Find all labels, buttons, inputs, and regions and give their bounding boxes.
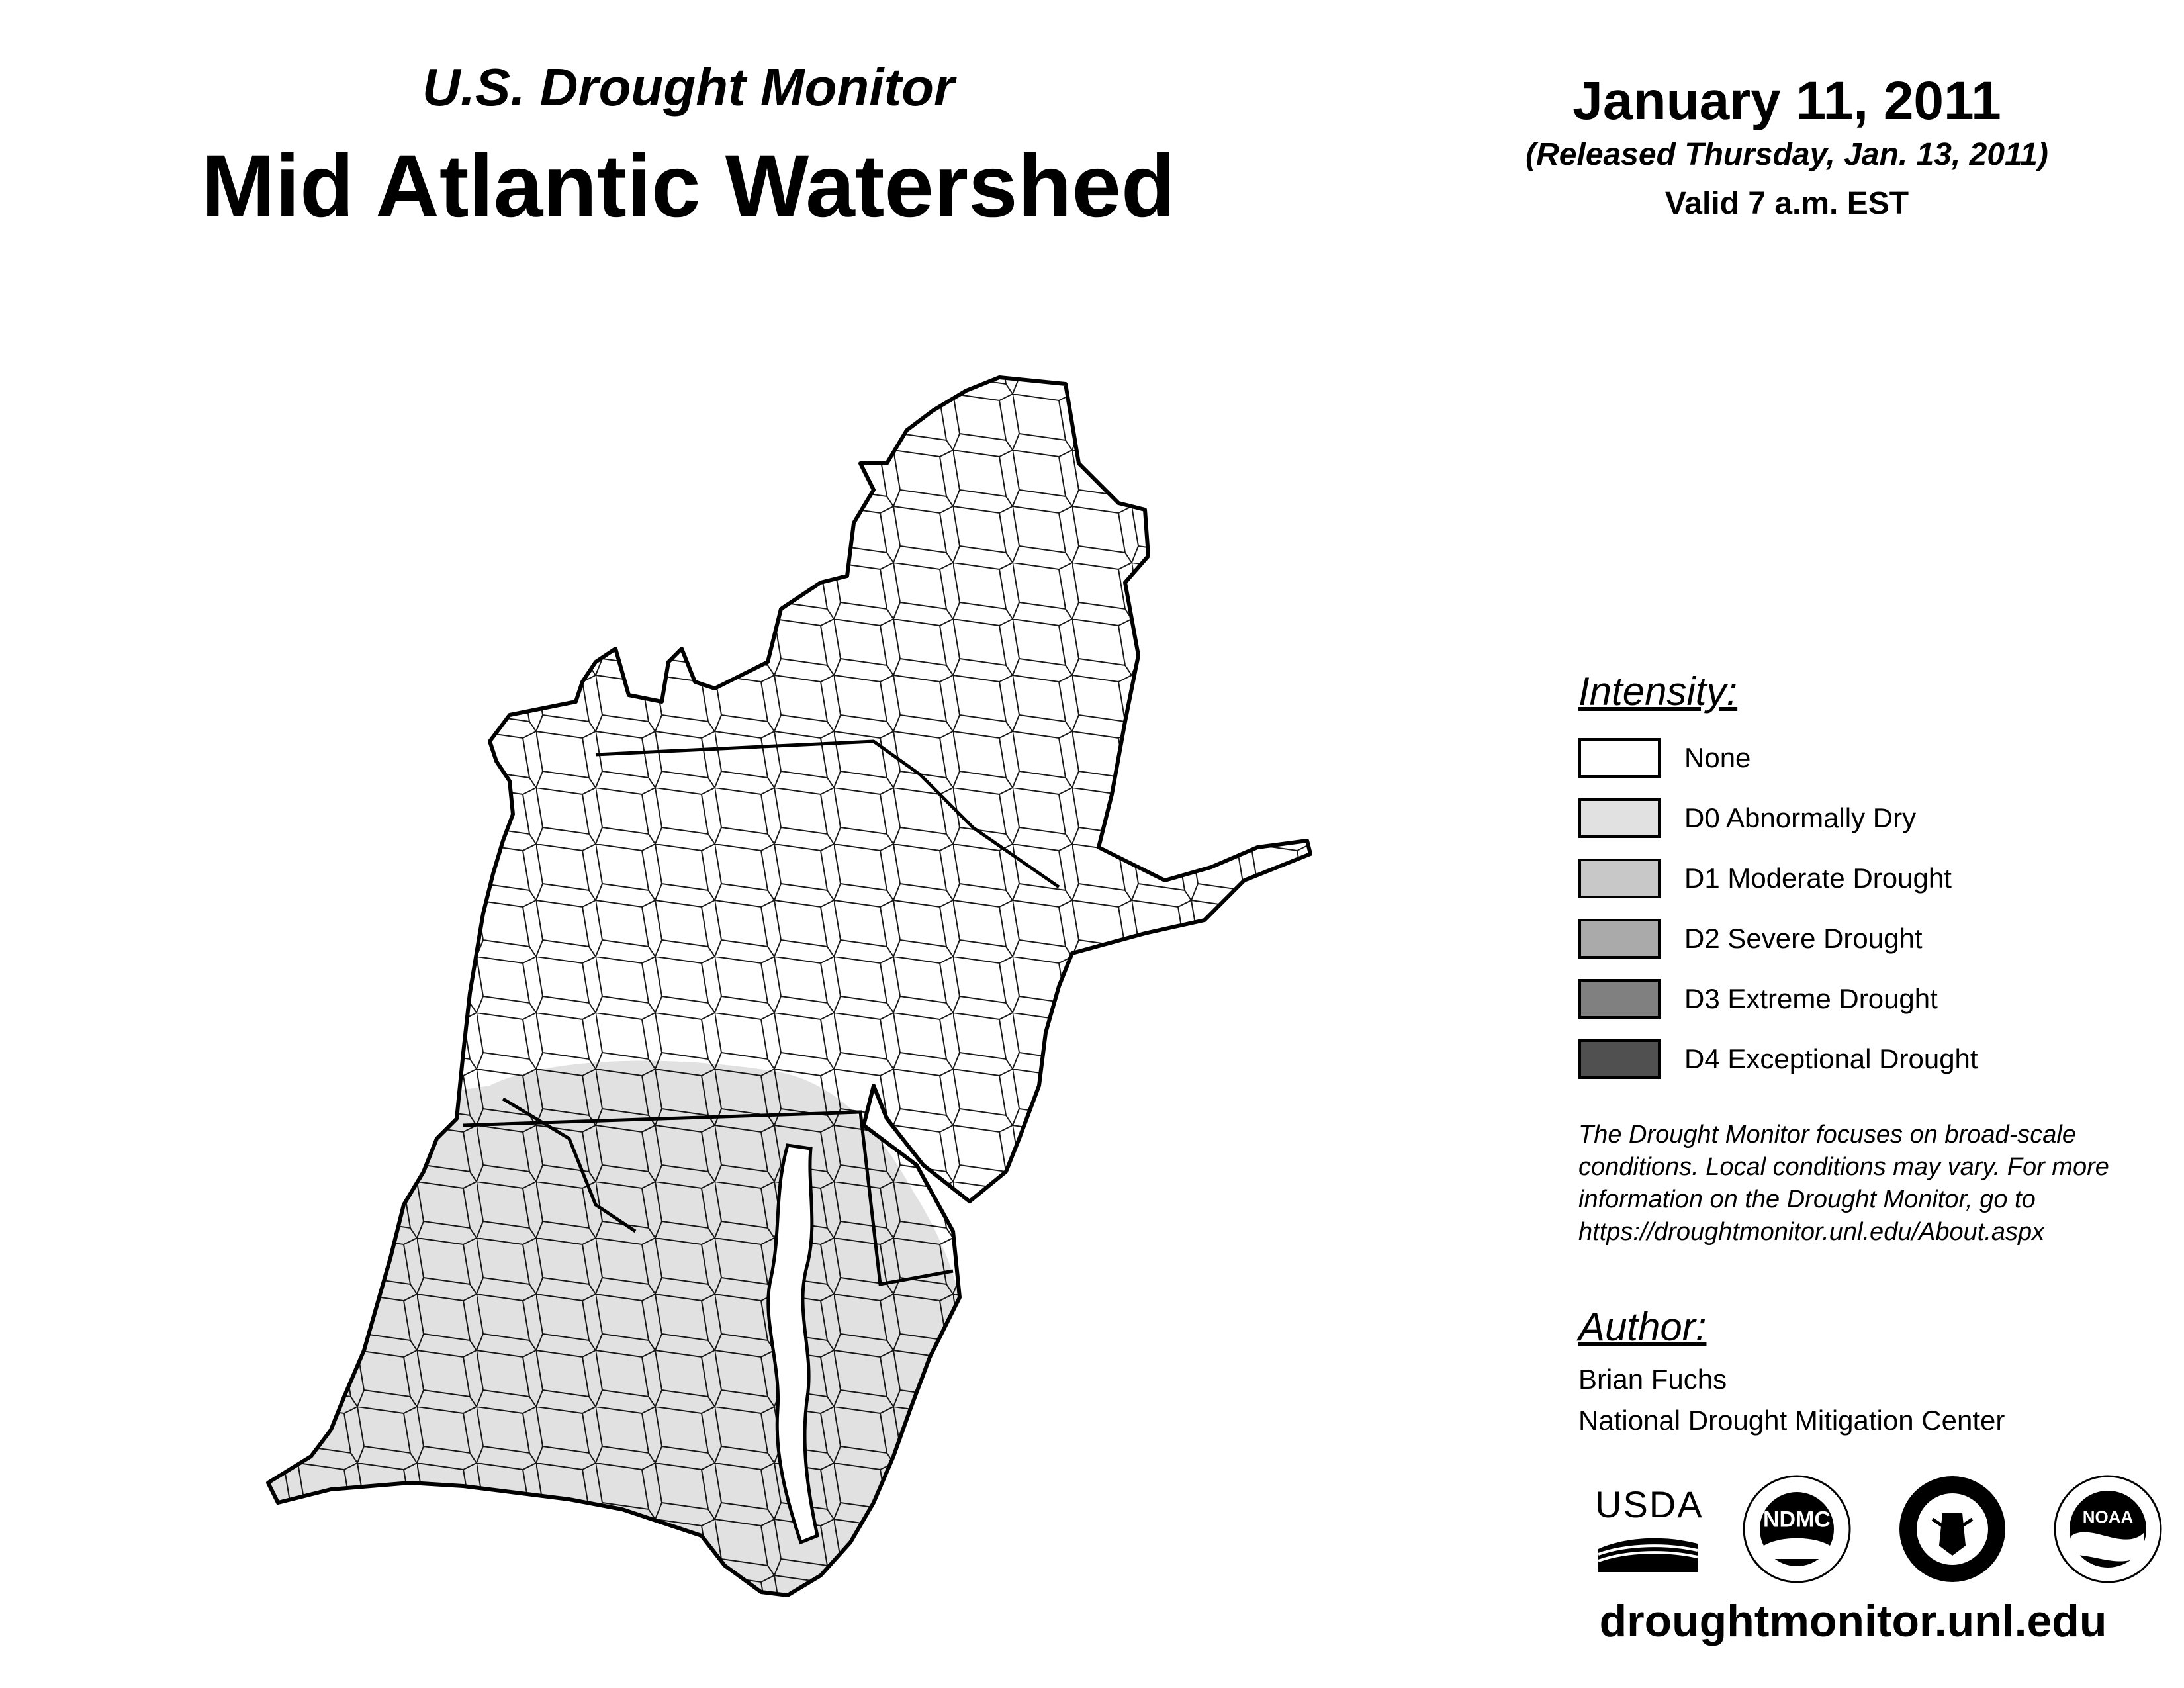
disclaimer-note: The Drought Monitor focuses on broad-scale conditions. Local conditions may vary. For more information on the Drought Monitor, go to https://droughtmonitor.unl.edu/About.aspx — [1578, 1121, 2109, 1246]
ndmc-logo — [1741, 1473, 1853, 1585]
footer-url[interactable]: droughtmonitor.unl.edu — [1599, 1596, 2107, 1646]
legend-item — [1578, 857, 1952, 900]
legend-swatch — [1578, 1039, 1661, 1079]
legend-swatch — [1578, 919, 1661, 959]
legend-label: D3 Extreme Drought — [1684, 983, 1938, 1014]
noaa-logo-text: NOAA — [2082, 1507, 2134, 1527]
legend-label: D0 Abnormally Dry — [1684, 802, 1917, 833]
usda-logo — [1595, 1483, 1704, 1575]
commerce-seal — [1896, 1473, 2009, 1585]
legend-swatch — [1578, 979, 1661, 1019]
legend-swatch — [1578, 738, 1661, 778]
legend-label: None — [1684, 742, 1751, 773]
legend-item — [1578, 977, 1938, 1021]
usda-logo-text: USDA — [1595, 1483, 1704, 1525]
map-subtitle: U.S. Drought Monitor — [422, 58, 955, 117]
ndmc-logo-text: NDMC — [1763, 1507, 1831, 1532]
author-organization: National Drought Mitigation Center — [1578, 1405, 2005, 1436]
legend-swatch — [1578, 798, 1661, 838]
legend-heading: Intensity: — [1578, 669, 1738, 714]
legend-label: D1 Moderate Drought — [1684, 863, 1952, 894]
legend-label: D4 Exceptional Drought — [1684, 1043, 1978, 1074]
release-date: (Released Thursday, Jan. 13, 2011) — [1525, 137, 2048, 172]
legend-swatch — [1578, 859, 1661, 898]
valid-time: Valid 7 a.m. EST — [1664, 186, 1909, 221]
legend-label: D2 Severe Drought — [1684, 923, 1923, 954]
map-title: Mid Atlantic Watershed — [201, 137, 1175, 236]
author-heading: Author: — [1578, 1305, 1707, 1349]
legend-item — [1578, 736, 1751, 780]
legend-item — [1578, 1037, 1978, 1081]
map-date: January 11, 2011 — [1572, 71, 2001, 131]
noaa-logo — [2052, 1473, 2164, 1585]
legend-item — [1578, 796, 1916, 840]
author-name: Brian Fuchs — [1578, 1364, 1727, 1395]
legend-item — [1578, 917, 1923, 961]
